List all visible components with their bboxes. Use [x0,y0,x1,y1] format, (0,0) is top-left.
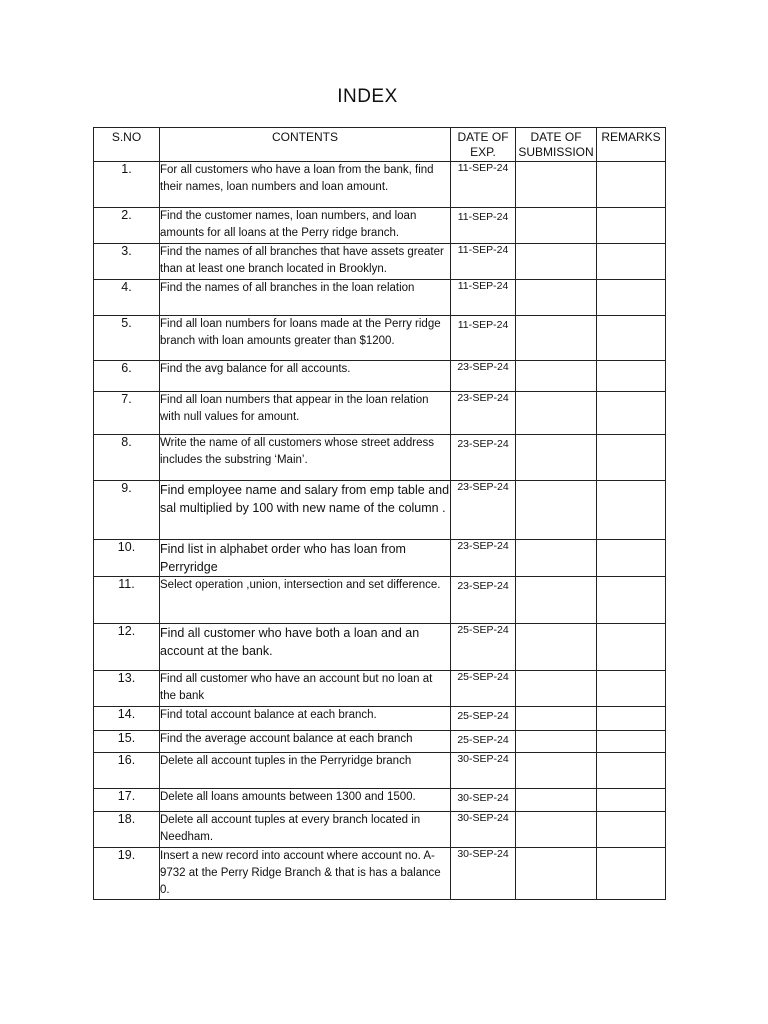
row-date: 25-SEP-24 [451,671,516,707]
row-sno: 7. [94,392,160,435]
row-sno: 18. [94,812,160,848]
row-remarks-cell [597,244,666,280]
row-date: 23-SEP-24 [451,577,516,624]
table-row [94,481,666,540]
row-submission-cell [516,707,597,731]
row-remarks-cell [597,392,666,435]
row-content: Write the name of all customers whose street address includes the substring ‘Main’. [160,435,451,481]
table-row [94,435,666,481]
row-sno: 15. [94,731,160,753]
row-submission-cell [516,848,597,900]
row-remarks-cell [597,540,666,577]
row-content: Find all customer who have both a loan and an account at the bank. [160,624,451,671]
row-remarks-cell [597,316,666,361]
row-sno: 8. [94,435,160,481]
table-row [94,392,666,435]
row-remarks-cell [597,848,666,900]
row-submission-cell [516,812,597,848]
row-sno: 16. [94,753,160,789]
page-title: INDEX [337,86,398,107]
row-submission-cell [516,316,597,361]
row-content: Select operation ,union, intersection and set difference. [160,577,451,624]
header-sno: S.NO [94,128,160,162]
row-content: Find the avg balance for all accounts. [160,361,451,392]
row-submission-cell [516,624,597,671]
row-date: 11-SEP-24 [451,280,516,316]
row-remarks-cell [597,577,666,624]
row-content: Find the names of all branches that have assets greater than at least one branch located in Brooklyn. [160,244,451,280]
header-remarks: REMARKS [597,128,666,162]
row-submission-cell [516,753,597,789]
row-date: 25-SEP-24 [451,731,516,753]
row-submission-cell [516,361,597,392]
header-row [94,128,666,162]
row-content: Find the customer names, loan numbers, and loan amounts for all loans at the Perry ridge branch. [160,208,451,244]
row-content: Find all customer who have an account but no loan at the bank [160,671,451,707]
row-content: Find list in alphabet order who has loan from Perryridge [160,540,451,577]
row-content: Delete all account tuples at every branch located in Needham. [160,812,451,848]
row-submission-cell [516,481,597,540]
row-date: 30-SEP-24 [451,753,516,789]
row-remarks-cell [597,481,666,540]
row-content: Find the names of all branches in the loan relation [160,280,451,316]
row-date: 23-SEP-24 [451,361,516,392]
row-remarks-cell [597,789,666,812]
row-content: Find total account balance at each branch. [160,707,451,731]
row-remarks-cell [597,812,666,848]
row-date: 11-SEP-24 [451,316,516,361]
table-row [94,707,666,731]
row-remarks-cell [597,624,666,671]
table-row [94,280,666,316]
row-sno: 2. [94,208,160,244]
row-submission-cell [516,671,597,707]
row-sno: 4. [94,280,160,316]
row-date: 23-SEP-24 [451,540,516,577]
row-date: 23-SEP-24 [451,392,516,435]
row-submission-cell [516,208,597,244]
row-remarks-cell [597,162,666,208]
table-row [94,162,666,208]
row-submission-cell [516,540,597,577]
table-row [94,244,666,280]
row-sno: 1. [94,162,160,208]
row-date: 11-SEP-24 [451,244,516,280]
row-date: 25-SEP-24 [451,707,516,731]
row-submission-cell [516,280,597,316]
row-content: Delete all account tuples in the Perryridge branch [160,753,451,789]
table-row [94,848,666,900]
row-sno: 13. [94,671,160,707]
row-content: Find the average account balance at each branch [160,731,451,753]
table-row [94,731,666,753]
row-sno: 3. [94,244,160,280]
row-remarks-cell [597,707,666,731]
row-sno: 10. [94,540,160,577]
row-remarks-cell [597,280,666,316]
index-table [93,127,666,900]
table-row [94,624,666,671]
row-sno: 14. [94,707,160,731]
row-sno: 6. [94,361,160,392]
row-remarks-cell [597,361,666,392]
row-sno: 11. [94,577,160,624]
header-date-of-submission: DATE OF SUBMISSION [516,128,597,162]
table-row [94,540,666,577]
row-remarks-cell [597,753,666,789]
row-content: Insert a new record into account where account no. A-9732 at the Perry Ridge Branch & that is has a balance 0. [160,848,451,900]
row-submission-cell [516,392,597,435]
table-row [94,577,666,624]
row-sno: 17. [94,789,160,812]
row-submission-cell [516,731,597,753]
row-date: 25-SEP-24 [451,624,516,671]
row-date: 23-SEP-24 [451,435,516,481]
row-remarks-cell [597,671,666,707]
row-content: Delete all loans amounts between 1300 and 1500. [160,789,451,812]
row-date: 11-SEP-24 [451,162,516,208]
row-sno: 12. [94,624,160,671]
row-submission-cell [516,577,597,624]
row-submission-cell [516,435,597,481]
row-content: Find all loan numbers that appear in the loan relation with null values for amount. [160,392,451,435]
table-row [94,361,666,392]
row-date: 30-SEP-24 [451,812,516,848]
row-remarks-cell [597,731,666,753]
row-date: 30-SEP-24 [451,848,516,900]
row-submission-cell [516,162,597,208]
row-submission-cell [516,244,597,280]
table-row [94,671,666,707]
header-date-of-exp: DATE OF EXP. [451,128,516,162]
table-row [94,316,666,361]
row-sno: 5. [94,316,160,361]
row-sno: 9. [94,481,160,540]
row-date: 11-SEP-24 [451,208,516,244]
table-row [94,812,666,848]
row-remarks-cell [597,208,666,244]
row-date: 30-SEP-24 [451,789,516,812]
table-row [94,208,666,244]
table-row [94,753,666,789]
row-submission-cell [516,789,597,812]
row-date: 23-SEP-24 [451,481,516,540]
row-content: Find all loan numbers for loans made at the Perry ridge branch with loan amounts greater than $1200. [160,316,451,361]
row-remarks-cell [597,435,666,481]
row-sno: 19. [94,848,160,900]
row-content: Find employee name and salary from emp table and sal multiplied by 100 with new name of the column . [160,481,451,540]
table-row [94,789,666,812]
header-contents: CONTENTS [160,128,451,162]
row-content: For all customers who have a loan from the bank, find their names, loan numbers and loan amount. [160,162,451,208]
